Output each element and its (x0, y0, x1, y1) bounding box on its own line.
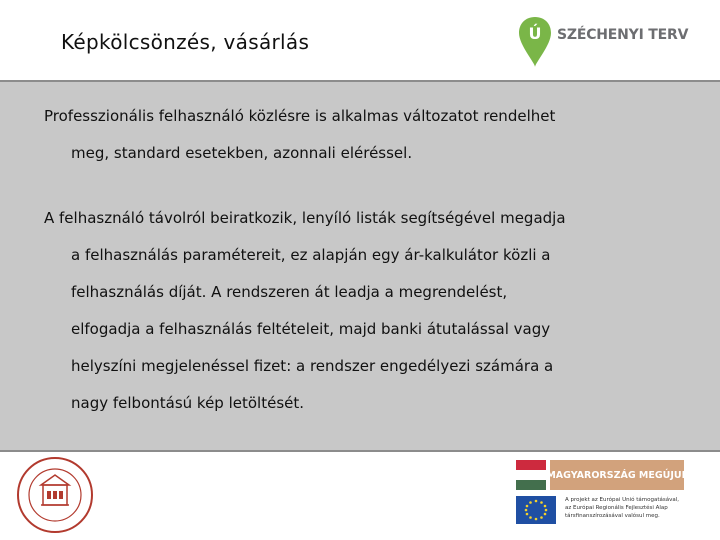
paragraph-line: helyszíni megjelenéssel fizet: a rendszer engedélyezi számára a (71, 357, 554, 375)
paragraph-line: A felhasználó távolról beiratkozik, lenyíló listák segítségével megadja (44, 209, 566, 227)
banner-text: MAGYARORSZÁG MEGÚJUL (546, 469, 688, 481)
page-title: Képkölcsönzés, vásárlás (61, 30, 310, 54)
szechenyi-terv-logo (517, 15, 697, 69)
paragraph-line: Professzionális felhasználó közlésre is alkalmas változatot rendelhet (44, 107, 556, 125)
paragraph-1 (44, 98, 694, 172)
footer-divider (0, 450, 720, 452)
eu-flag-icon (516, 496, 556, 524)
paragraph-line: a felhasználás paramétereit, ez alapján egy ár-kalkulátor közli a (71, 246, 551, 264)
eu-note-line: társfinanszírozásával valósul meg. (565, 513, 660, 519)
magyarorszag-megujul-banner (516, 460, 688, 490)
szechenyi-logo-icon (517, 15, 553, 69)
hungarian-flag-icon (516, 460, 546, 490)
eu-funding-note (565, 496, 715, 520)
eu-note-line: az Európai Regionális Fejlesztési Alap (565, 505, 668, 511)
paragraph-line: meg, standard esetekben, azonnali eléréssel. (71, 144, 413, 162)
library-seal-icon (12, 455, 98, 535)
paragraph-2 (44, 200, 694, 422)
paragraph-line: elfogadja a felhasználás feltételeit, majd banki átutalással vagy (71, 320, 551, 338)
banner-text-box (546, 460, 688, 490)
logo-mark-text: Ú (528, 24, 542, 43)
paragraph-line: nagy felbontású kép letöltését. (71, 394, 305, 412)
eu-note-line: A projekt az Európai Unió támogatásával, (565, 497, 680, 503)
paragraph-line: felhasználás díját. A rendszeren át leadja a megrendelést, (71, 283, 508, 301)
logo-text: SZÉCHENYI TERV (557, 27, 689, 43)
